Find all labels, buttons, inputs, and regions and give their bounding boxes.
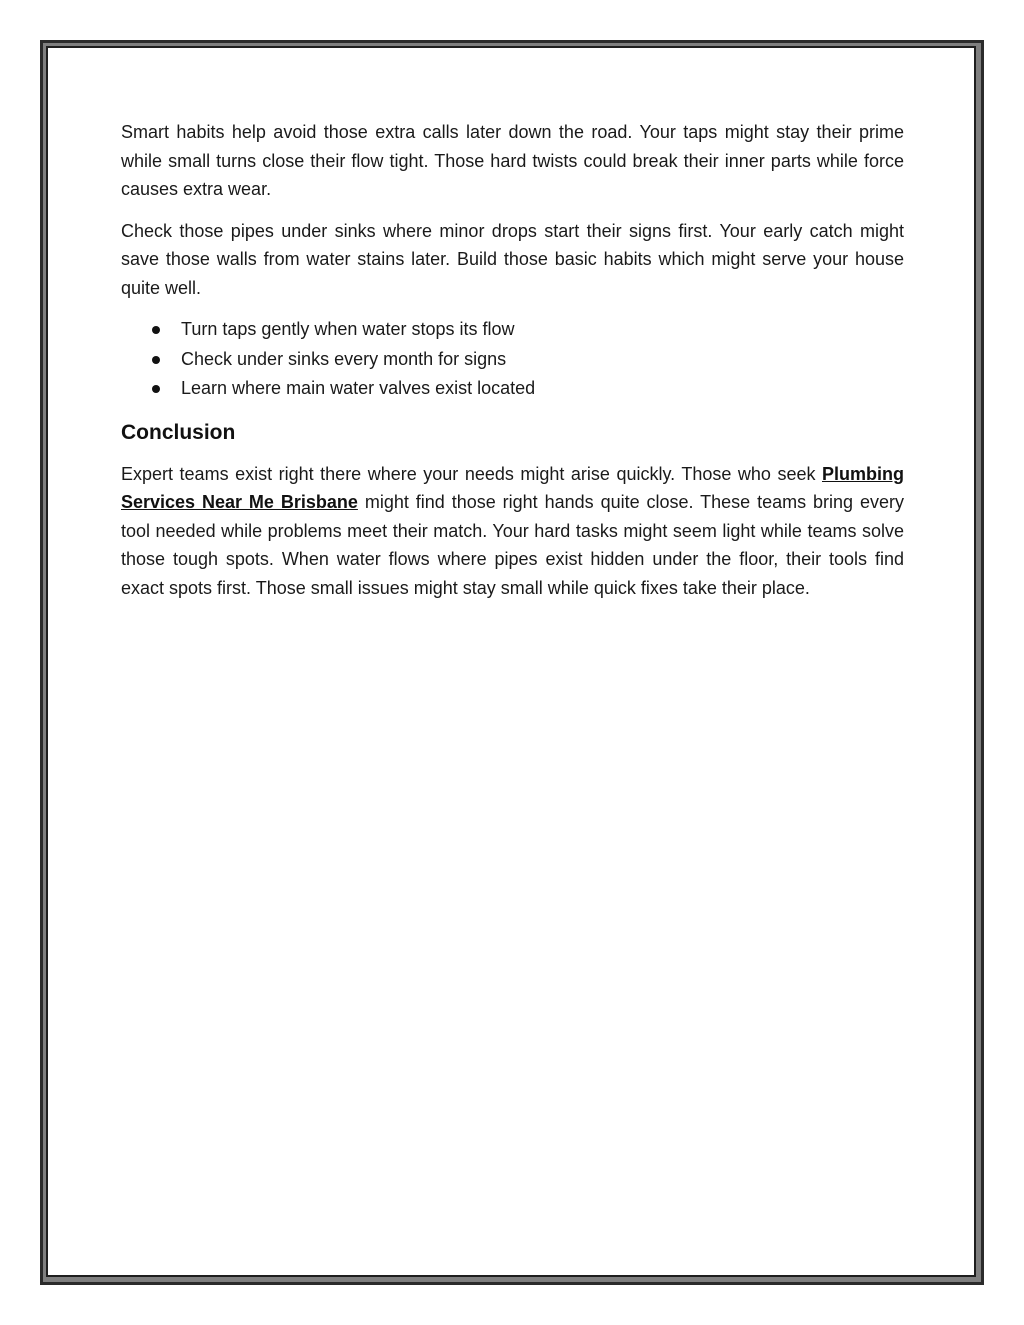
- list-item-text: Check under sinks every month for signs: [181, 348, 507, 369]
- conclusion-text-after-link: might find those right hands quite close. These teams bring every tool needed while problems meet their match. Your hard tasks might seem light while teams solve those tough spots. When water flows where pipes exist hidden under the floor, their tools find exact spots first. Those small issues might stay small while quick fixes take their place.: [121, 492, 904, 598]
- list-item: [121, 315, 904, 345]
- bullet-dot-icon: [152, 356, 160, 364]
- conclusion-text-before-link: Expert teams exist right there where your needs might arise quickly. Those who seek: [121, 463, 822, 484]
- list-item: [121, 374, 904, 404]
- paragraph-conclusion: [121, 460, 904, 603]
- plumbing-services-link[interactable]: Plumbing Services Near Me Brisbane: [121, 463, 904, 512]
- conclusion-heading: Conclusion: [121, 420, 236, 444]
- paragraph-smart-habits: Smart habits help avoid those extra calls later down the road. Your taps might stay their prime while small turns close their flow tight. Those hard twists could break their inner parts while force causes extra wear.: [121, 122, 904, 199]
- bullet-list: [121, 315, 904, 404]
- list-item-text: Turn taps gently when water stops its flow: [181, 319, 515, 339]
- paragraph-check-pipes: Check those pipes under sinks where minor drops start their signs first. Your early catch might save those walls from water stains later. Build those basic habits which might serve your house quite well.: [121, 220, 904, 298]
- list-item-text: Learn where main water valves exist located: [181, 378, 536, 398]
- bullet-dot-icon: [152, 326, 160, 334]
- list-item: [121, 345, 904, 375]
- bullet-dot-icon: [152, 385, 160, 393]
- document-body: [121, 118, 904, 615]
